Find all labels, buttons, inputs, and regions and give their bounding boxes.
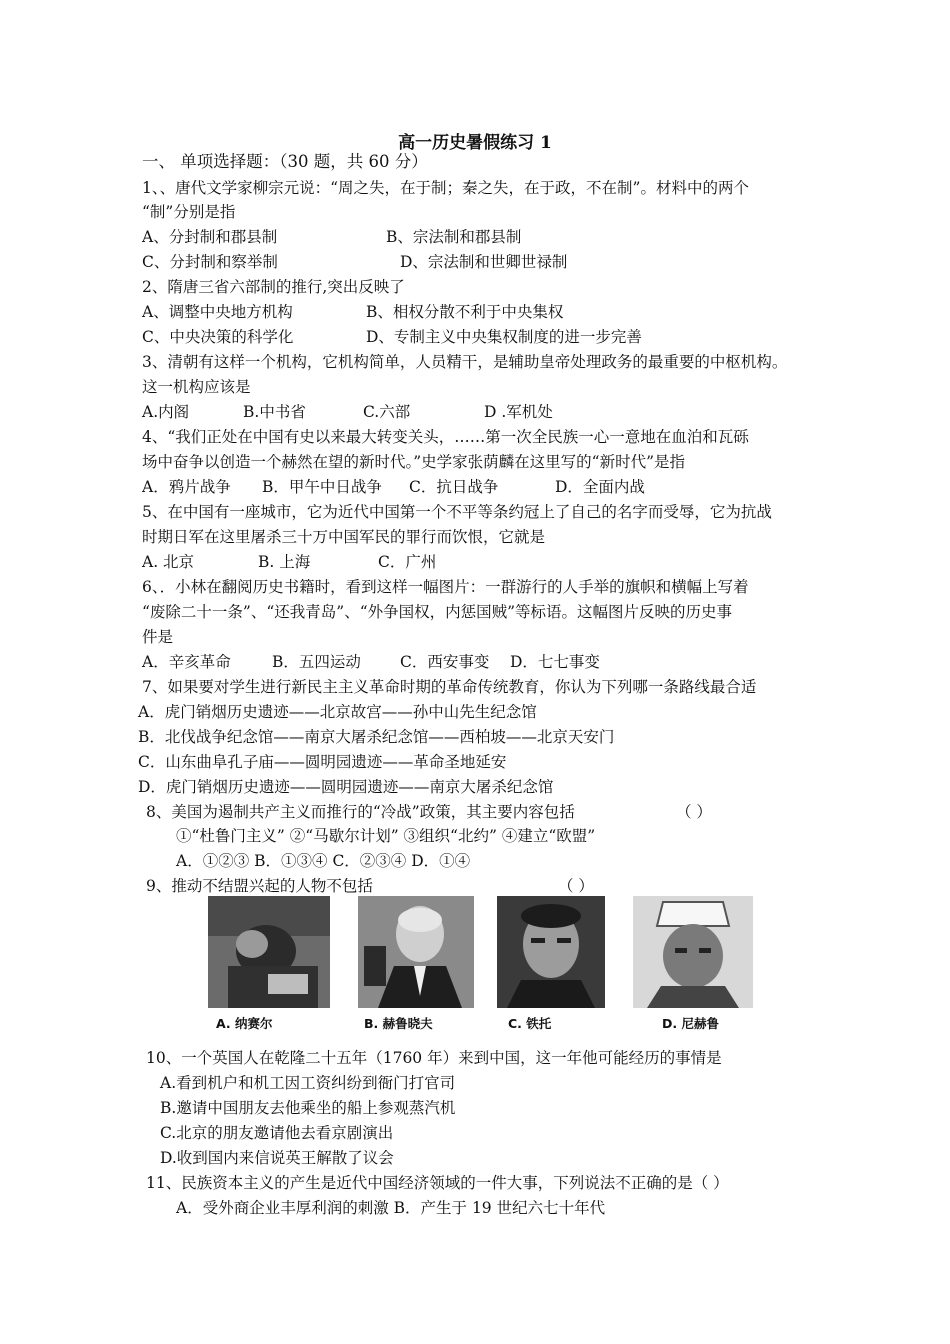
q1-option-a: A、分封制和郡县制 bbox=[142, 228, 278, 246]
q10-option-d: D.收到国内来信说英王解散了议会 bbox=[160, 1149, 394, 1167]
q8-answer-paren: （ ） bbox=[676, 803, 712, 821]
q4-stem-line2: 场中奋争以创造一个赫然在望的新时代。”史学家张荫麟在这里写的“新时代”是指 bbox=[142, 453, 686, 471]
q4-option-d: D．全面内战 bbox=[555, 478, 645, 496]
q5-stem-line1: 5、在中国有一座城市，它为近代中国第一个不平等条约冠上了自己的名字而受辱，它为抗战 bbox=[142, 503, 772, 521]
q8-options: A．①②③ B．①③④ C．②③④ D．①④ bbox=[176, 852, 471, 870]
q10-option-a: A.看到机户和机工因工资纠纷到衙门打官司 bbox=[160, 1074, 456, 1092]
q8-stem: 8、美国为遏制共产主义而推行的“冷战”政策，其主要内容包括 bbox=[146, 803, 575, 821]
q5-option-b: B. 上海 bbox=[258, 553, 311, 571]
q7-option-d: D．虎门销烟历史遗迹——圆明园遗迹——南京大屠杀纪念馆 bbox=[138, 778, 554, 796]
q2-stem: 2、隋唐三省六部制的推行,突出反映了 bbox=[142, 278, 405, 296]
q10-option-c: C.北京的朋友邀请他去看京剧演出 bbox=[160, 1124, 394, 1142]
q6-option-d: D．七七事变 bbox=[510, 653, 600, 671]
q7-option-a: A．虎门销烟历史遗迹——北京故宫——孙中山先生纪念馆 bbox=[138, 703, 537, 721]
q10-stem: 10、一个英国人在乾隆二十五年（1760 年）来到中国，这一年他可能经历的事情是 bbox=[146, 1049, 722, 1067]
q7-option-c: C．山东曲阜孔子庙——圆明园遗迹——革命圣地延安 bbox=[138, 753, 507, 771]
q1-option-b: B、宗法制和郡县制 bbox=[386, 228, 522, 246]
q2-option-a: A、调整中央地方机构 bbox=[142, 303, 293, 321]
q3-stem-line1: 3、清朝有这样一个机构，它机构简单，人员精干，是辅助皇帝处理政务的最重要的中枢机构。 bbox=[142, 353, 788, 371]
q5-option-a: A. 北京 bbox=[142, 553, 195, 571]
caption-b: B. 赫鲁晓夫 bbox=[364, 1016, 433, 1031]
q2-option-d: D、专制主义中央集权制度的进一步完善 bbox=[366, 328, 642, 346]
q11-options: A．受外商企业丰厚利润的刺激 B．产生于 19 世纪六七十年代 bbox=[176, 1199, 606, 1217]
q1-option-c: C、分封制和察举制 bbox=[142, 253, 278, 271]
q3-option-d: D .军机处 bbox=[484, 403, 553, 421]
q3-stem-line2: 这一机构应该是 bbox=[142, 378, 251, 396]
q9-stem: 9、推动不结盟兴起的人物不包括 bbox=[146, 877, 373, 895]
q6-option-b: B．五四运动 bbox=[272, 653, 361, 671]
q10-option-b: B.邀请中国朋友去他乘坐的船上参观蒸汽机 bbox=[160, 1099, 456, 1117]
q1-stem-line1: 1、、唐代文学家柳宗元说：“周之失，在于制；秦之失，在于政，不在制”。材料中的两个 bbox=[142, 179, 749, 197]
page-title: 高一历史暑假练习 1 bbox=[398, 133, 552, 153]
q8-items: ①“杜鲁门主义” ②“马歇尔计划” ③组织“北约” ④建立“欧盟” bbox=[176, 827, 596, 845]
q5-option-c: C．广州 bbox=[378, 553, 437, 571]
q1-stem-line2: “制”分别是指 bbox=[142, 203, 236, 221]
photo-tito bbox=[497, 896, 605, 1008]
q4-option-b: B．甲午中日战争 bbox=[262, 478, 382, 496]
caption-d: D. 尼赫鲁 bbox=[662, 1016, 719, 1031]
q9-answer-paren: （ ） bbox=[558, 877, 594, 895]
q4-option-a: A．鸦片战争 bbox=[142, 478, 231, 496]
q2-option-b: B、相权分散不利于中央集权 bbox=[366, 303, 564, 321]
q6-option-c: C．西安事变 bbox=[400, 653, 490, 671]
q1-option-d: D、宗法制和世卿世禄制 bbox=[400, 253, 568, 271]
q6-stem-line2: “废除二十一条”、“还我青岛”、“外争国权，内惩国贼”等标语。这幅图片反映的历史事 bbox=[142, 603, 733, 621]
q7-option-b: B．北伐战争纪念馆——南京大屠杀纪念馆——西柏坡——北京天安门 bbox=[138, 728, 615, 746]
q4-option-c: C．抗日战争 bbox=[409, 478, 499, 496]
caption-a: A. 纳赛尔 bbox=[216, 1016, 273, 1031]
q6-stem-line3: 件是 bbox=[142, 628, 174, 646]
q2-option-c: C、中央决策的科学化 bbox=[142, 328, 294, 346]
q11-stem: 11、民族资本主义的产生是近代中国经济领域的一件大事，下列说法不正确的是（ ） bbox=[146, 1174, 729, 1192]
q6-stem-line1: 6、．小林在翻阅历史书籍时，看到这样一幅图片：一群游行的人手举的旗帜和横幅上写着 bbox=[142, 578, 749, 596]
photo-khrushchev bbox=[358, 896, 474, 1008]
caption-c: C. 铁托 bbox=[508, 1016, 552, 1031]
section-heading: 一、 单项选择题：（30 题，共 60 分） bbox=[142, 152, 428, 171]
q3-option-b: B.中书省 bbox=[243, 403, 306, 421]
q6-option-a: A．辛亥革命 bbox=[142, 653, 231, 671]
photo-nasser bbox=[208, 896, 330, 1008]
q3-option-c: C.六部 bbox=[363, 403, 411, 421]
q9-photo-row bbox=[208, 896, 768, 1036]
q3-option-a: A.内阁 bbox=[142, 403, 190, 421]
q7-stem: 7、如果要对学生进行新民主主义革命时期的革命传统教育，你认为下列哪一条路线最合适 bbox=[142, 678, 757, 696]
q4-stem-line1: 4、“我们正处在中国有史以来最大转变关头，……第一次全民族一心一意地在血泊和瓦砾 bbox=[142, 428, 749, 446]
photo-nehru bbox=[633, 896, 753, 1008]
q5-stem-line2: 时期日军在这里屠杀三十万中国军民的罪行而饮恨，它就是 bbox=[142, 528, 546, 546]
